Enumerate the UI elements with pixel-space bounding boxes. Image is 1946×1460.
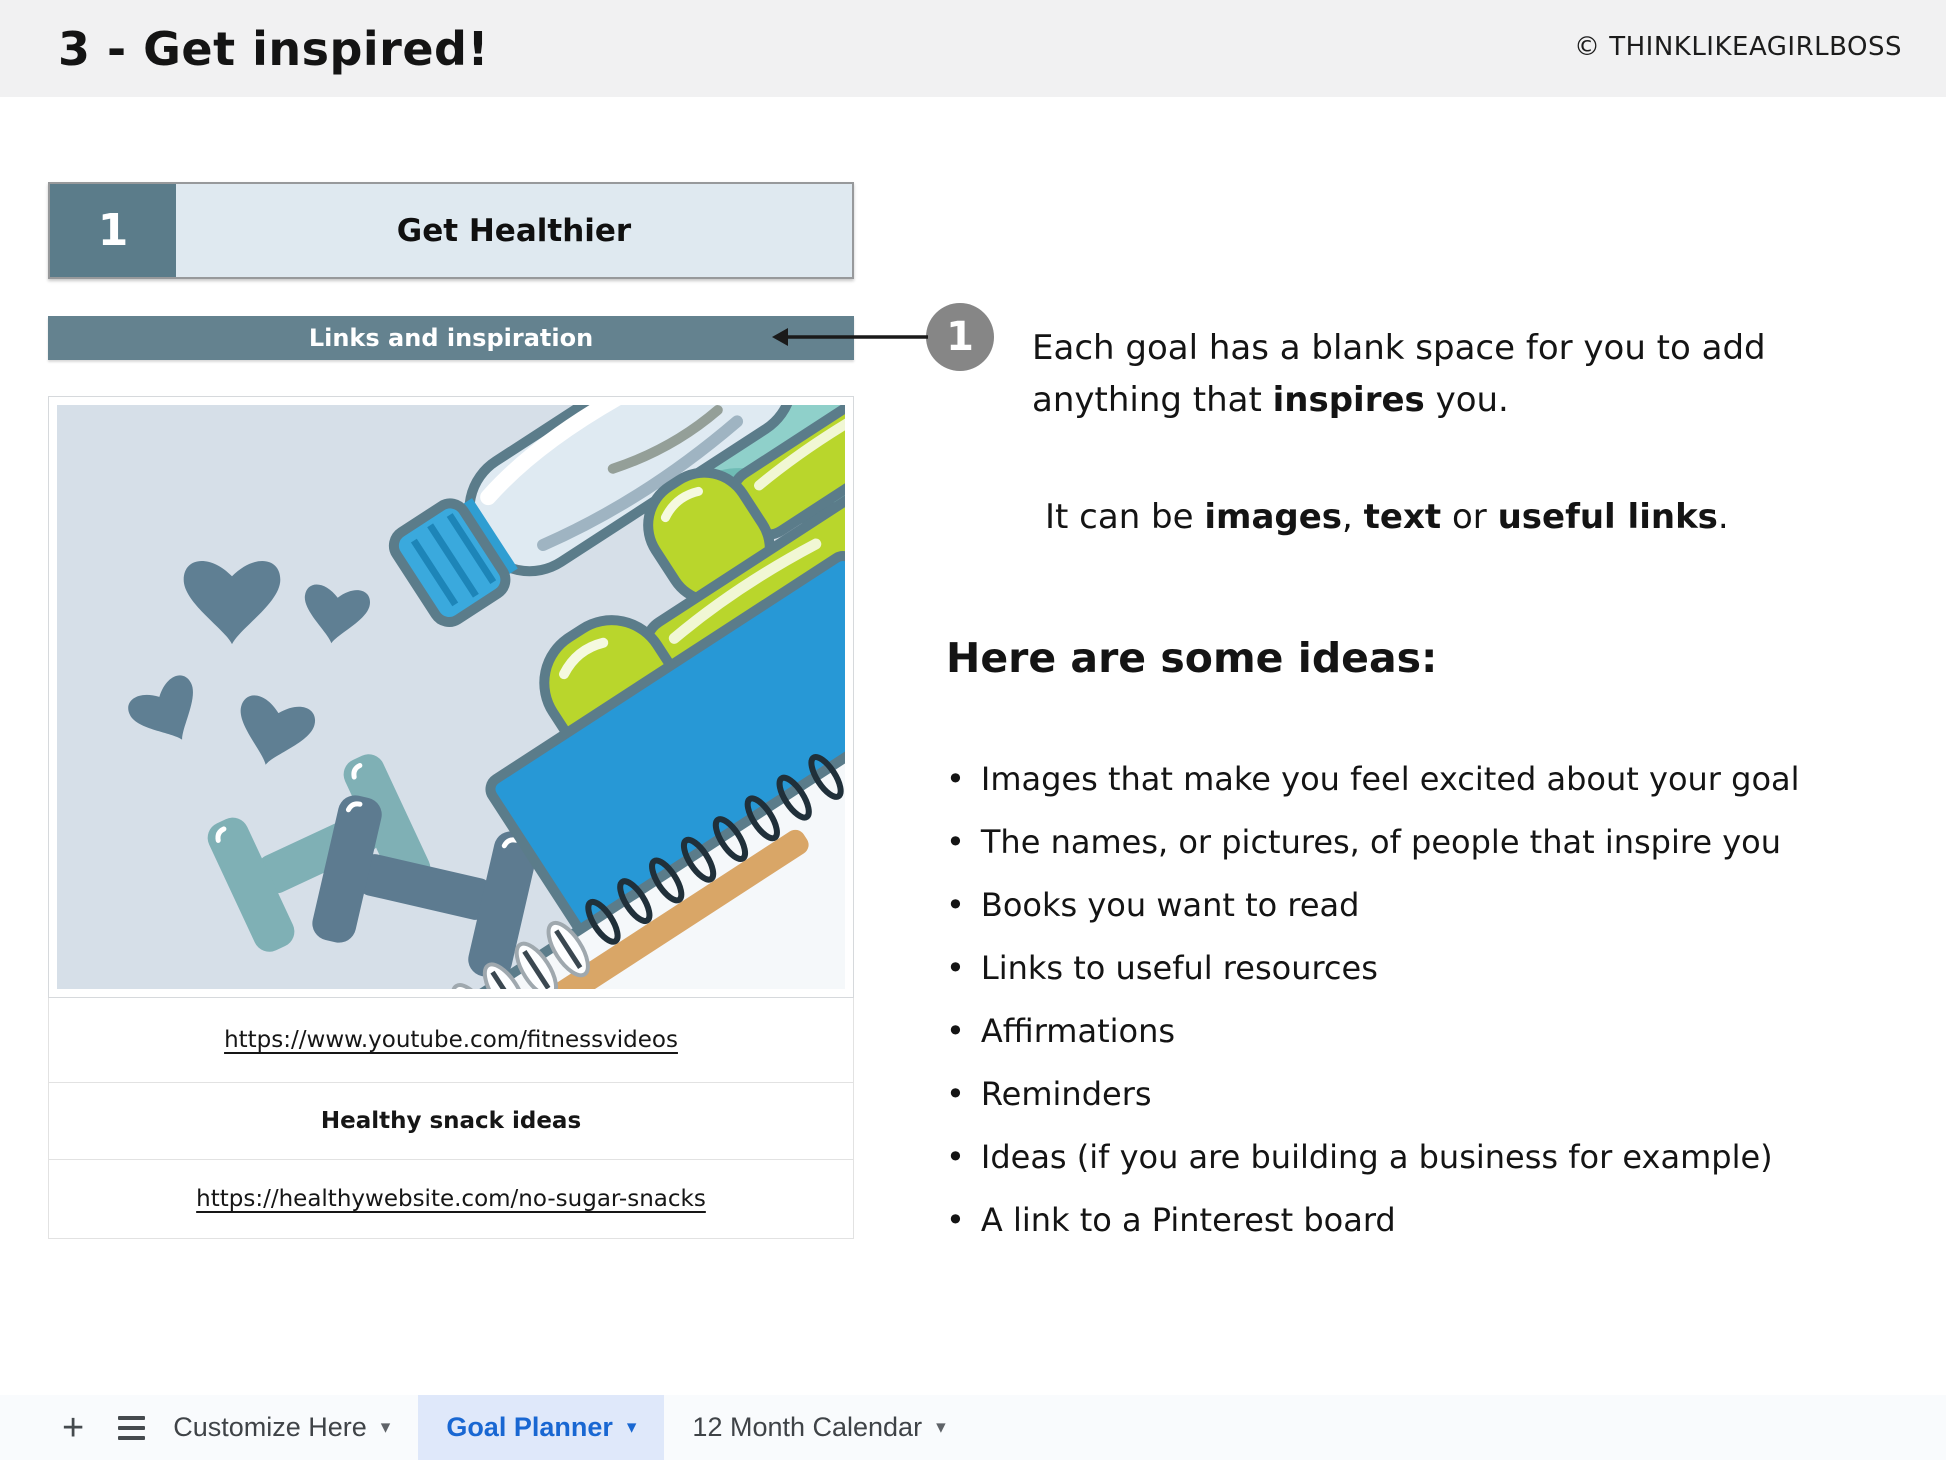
add-sheet-button plus-icon[interactable]: + — [62, 1406, 85, 1449]
goal-header-row — [48, 182, 854, 279]
inspiration-link-2[interactable] — [49, 1160, 853, 1239]
copyright-text: © THINKLIKEAGIRLBOSS — [1573, 32, 1902, 62]
tab-label: Customize Here — [173, 1412, 367, 1442]
all-sheets-menu-button menu-icon[interactable] — [118, 1416, 145, 1440]
links-inspiration-bar: Links and inspiration — [48, 316, 854, 360]
tab-label: 12 Month Calendar — [692, 1412, 923, 1442]
ideas-heading: Here are some ideas: — [946, 634, 1438, 682]
idea-item: • The names, or pictures, of people that inspire you — [946, 811, 1936, 874]
goal-title-cell: Get Healthier — [176, 184, 852, 277]
intro-paragraph: Each goal has a blank space for you to add anything that inspires you. — [1032, 328, 1766, 420]
page-title: 3 - Get inspired! — [58, 21, 489, 76]
tab-12-month-calendar[interactable] — [664, 1395, 973, 1460]
intro-paragraph-2: It can be images, text or useful links. — [1045, 497, 1729, 537]
sheet-tab-bar — [0, 1395, 1946, 1460]
idea-item: • Books you want to read — [946, 874, 1936, 937]
tab-label: Goal Planner — [446, 1412, 613, 1442]
caret-down-icon[interactable]: ▾ — [936, 1417, 946, 1438]
inspiration-link-1[interactable] — [49, 998, 853, 1083]
goal-card — [48, 182, 854, 1239]
inspiration-link-rows — [48, 998, 854, 1239]
idea-item: • Links to useful resources — [946, 937, 1936, 1000]
top-header — [0, 0, 1946, 97]
arrow-left-icon — [770, 319, 932, 355]
tab-goal-planner[interactable] — [418, 1395, 664, 1460]
caret-down-icon[interactable]: ▾ — [380, 1417, 391, 1438]
idea-item: • Images that make you feel excited about your goal — [946, 748, 1936, 811]
tab-customize-here[interactable] — [145, 1395, 418, 1460]
caret-down-icon[interactable]: ▾ — [626, 1417, 637, 1438]
link-text[interactable]: https://healthywebsite.com/no-sugar-snacks — [196, 1186, 706, 1212]
note-text: Healthy snack ideas — [320, 1108, 582, 1134]
inspiration-image-cell — [48, 396, 854, 998]
idea-item: • Reminders — [946, 1063, 1936, 1126]
idea-item: • Ideas (if you are building a business for example) — [946, 1126, 1936, 1189]
inspiration-text-note — [49, 1083, 853, 1160]
link-text[interactable]: https://www.youtube.com/fitnessvideos — [224, 1027, 678, 1053]
idea-item: • A link to a Pinterest board — [946, 1189, 1936, 1252]
fitness-illustration — [57, 405, 845, 989]
idea-item: • Affirmations — [946, 1000, 1936, 1063]
goal-number-cell: 1 — [50, 184, 176, 277]
ideas-list — [946, 748, 1936, 1252]
annotation-step-badge: 1 — [926, 303, 994, 371]
